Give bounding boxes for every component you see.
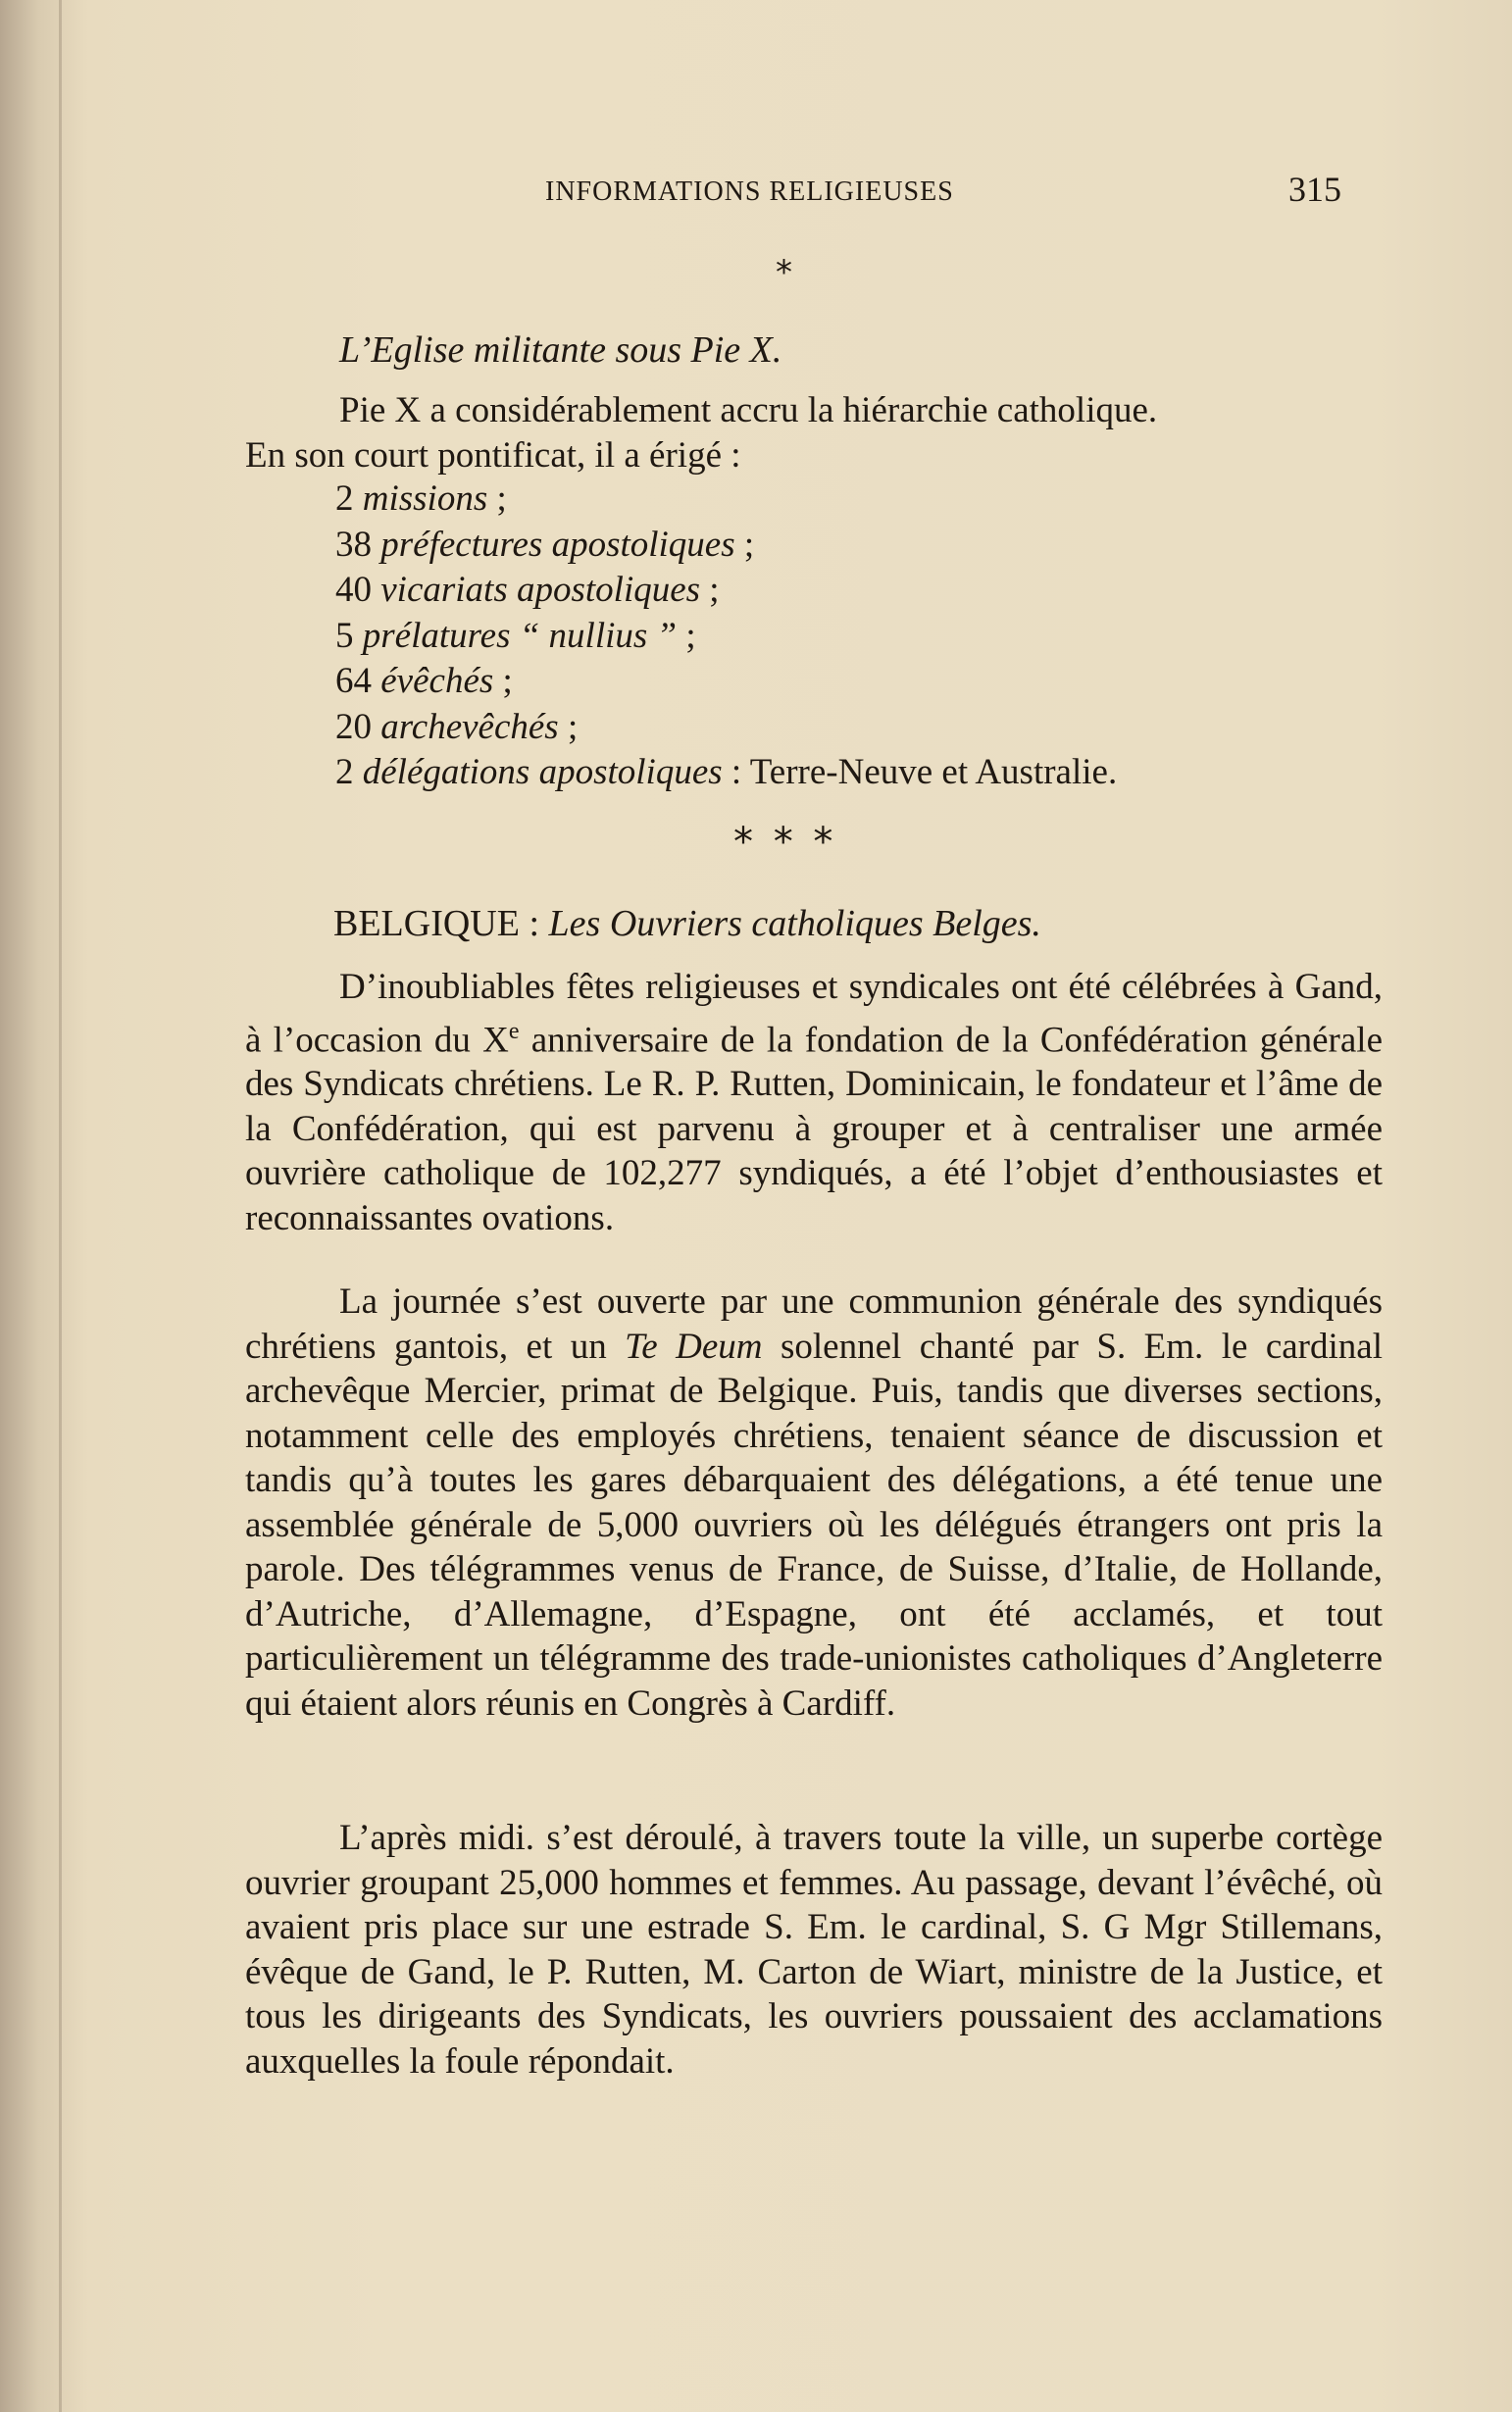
paragraph-2: La journée s’est ouverte par une communion générale des syndiqués chrétiens gantois, et un Te Deum solennel chanté par S. Em. le cardinal archevêque Mercier, primat de Belgique. Puis, tandis que diverses sections, notamment celle des employés chrétiens, tenaient séance de discussion et tandis qu’à toutes les gares débarquaient des délégations, a été tenue une assemblée générale de 5,000 ouvriers où les délégués étrangers ont pris la parole. Des télégrammes venus de France, de Suisse, d’Italie, de Hollande, d’Autriche, d’Allemagne, d’Espagne, ont été acclamés, et tout particulièrement un télégramme des trade-unionistes catholiques d’Angleterre qui étaient alors réunis en Congrès à Cardiff. [245,1281,1383,1724]
running-head: INFORMATIONS RELIGIEUSES [545,176,954,207]
heading-italic: Les Ouvriers catholiques Belges. [548,903,1041,944]
paragraph-1: D’inoubliables fêtes religieuses et syndicales ont été célébrées à Gand, à l’occasion du Xe anniversaire de la fondation de la Confédération générale des Syndicats chrétiens. Le R. P. Rutten, Dominicain, le fondateur et l’âme de la Confédération, qui est parvenu à grouper et à centraliser une armée ouvrière catholique de 102,277 syndiqués, a été l’objet d’enthousiastes et reconnaissantes ovations. [245,967,1383,1238]
list-item: 40 vicariats apostoliques ; [335,570,720,610]
separator-asterisk: * [776,253,792,292]
page-gutter-shadow [59,0,62,2412]
list-item: 38 préfectures apostoliques ; [335,524,755,565]
list-item: 20 archevêchés ; [335,706,579,747]
paragraph-3: L’après midi. s’est déroulé, à travers toute la ville, un superbe cortège ouvrier groupant 25,000 hommes et femmes. Au passage, devant l’évêché, où avaient pris place sur une estrade S. Em. le cardinal, S. G Mgr Stillemans, évêque de Gand, le P. Rutten, M. Carton de Wiart, ministre de la Justice, et tous les dirigeants des Syndicats, les ouvriers poussaient des acclamations auxquelles la foule répondait. [245,1818,1383,2082]
list-item: 2 délégations apostoliques : Terre-Neuve et Australie. [335,752,1118,792]
hierarchy-list [335,477,1117,796]
separator-asterisks: * * * [733,820,837,865]
intro-line-1: Pie X a considérablement accru la hiérarchie catholique. [339,390,1158,430]
list-item: 2 missions ; [335,478,507,519]
list-item: 64 évêchés ; [335,661,513,701]
intro-line-2: En son court pontificat, il a érigé : [245,435,741,476]
section-heading-belgique [333,902,1041,945]
page-number: 315 [1288,170,1341,209]
section-heading-pie-x: L’Eglise militante sous Pie X. [339,329,782,371]
heading-caps: BELGIQUE : [333,903,549,944]
list-item: 5 prélatures “ nullius ” ; [335,615,696,656]
section1-intro [245,388,1383,478]
